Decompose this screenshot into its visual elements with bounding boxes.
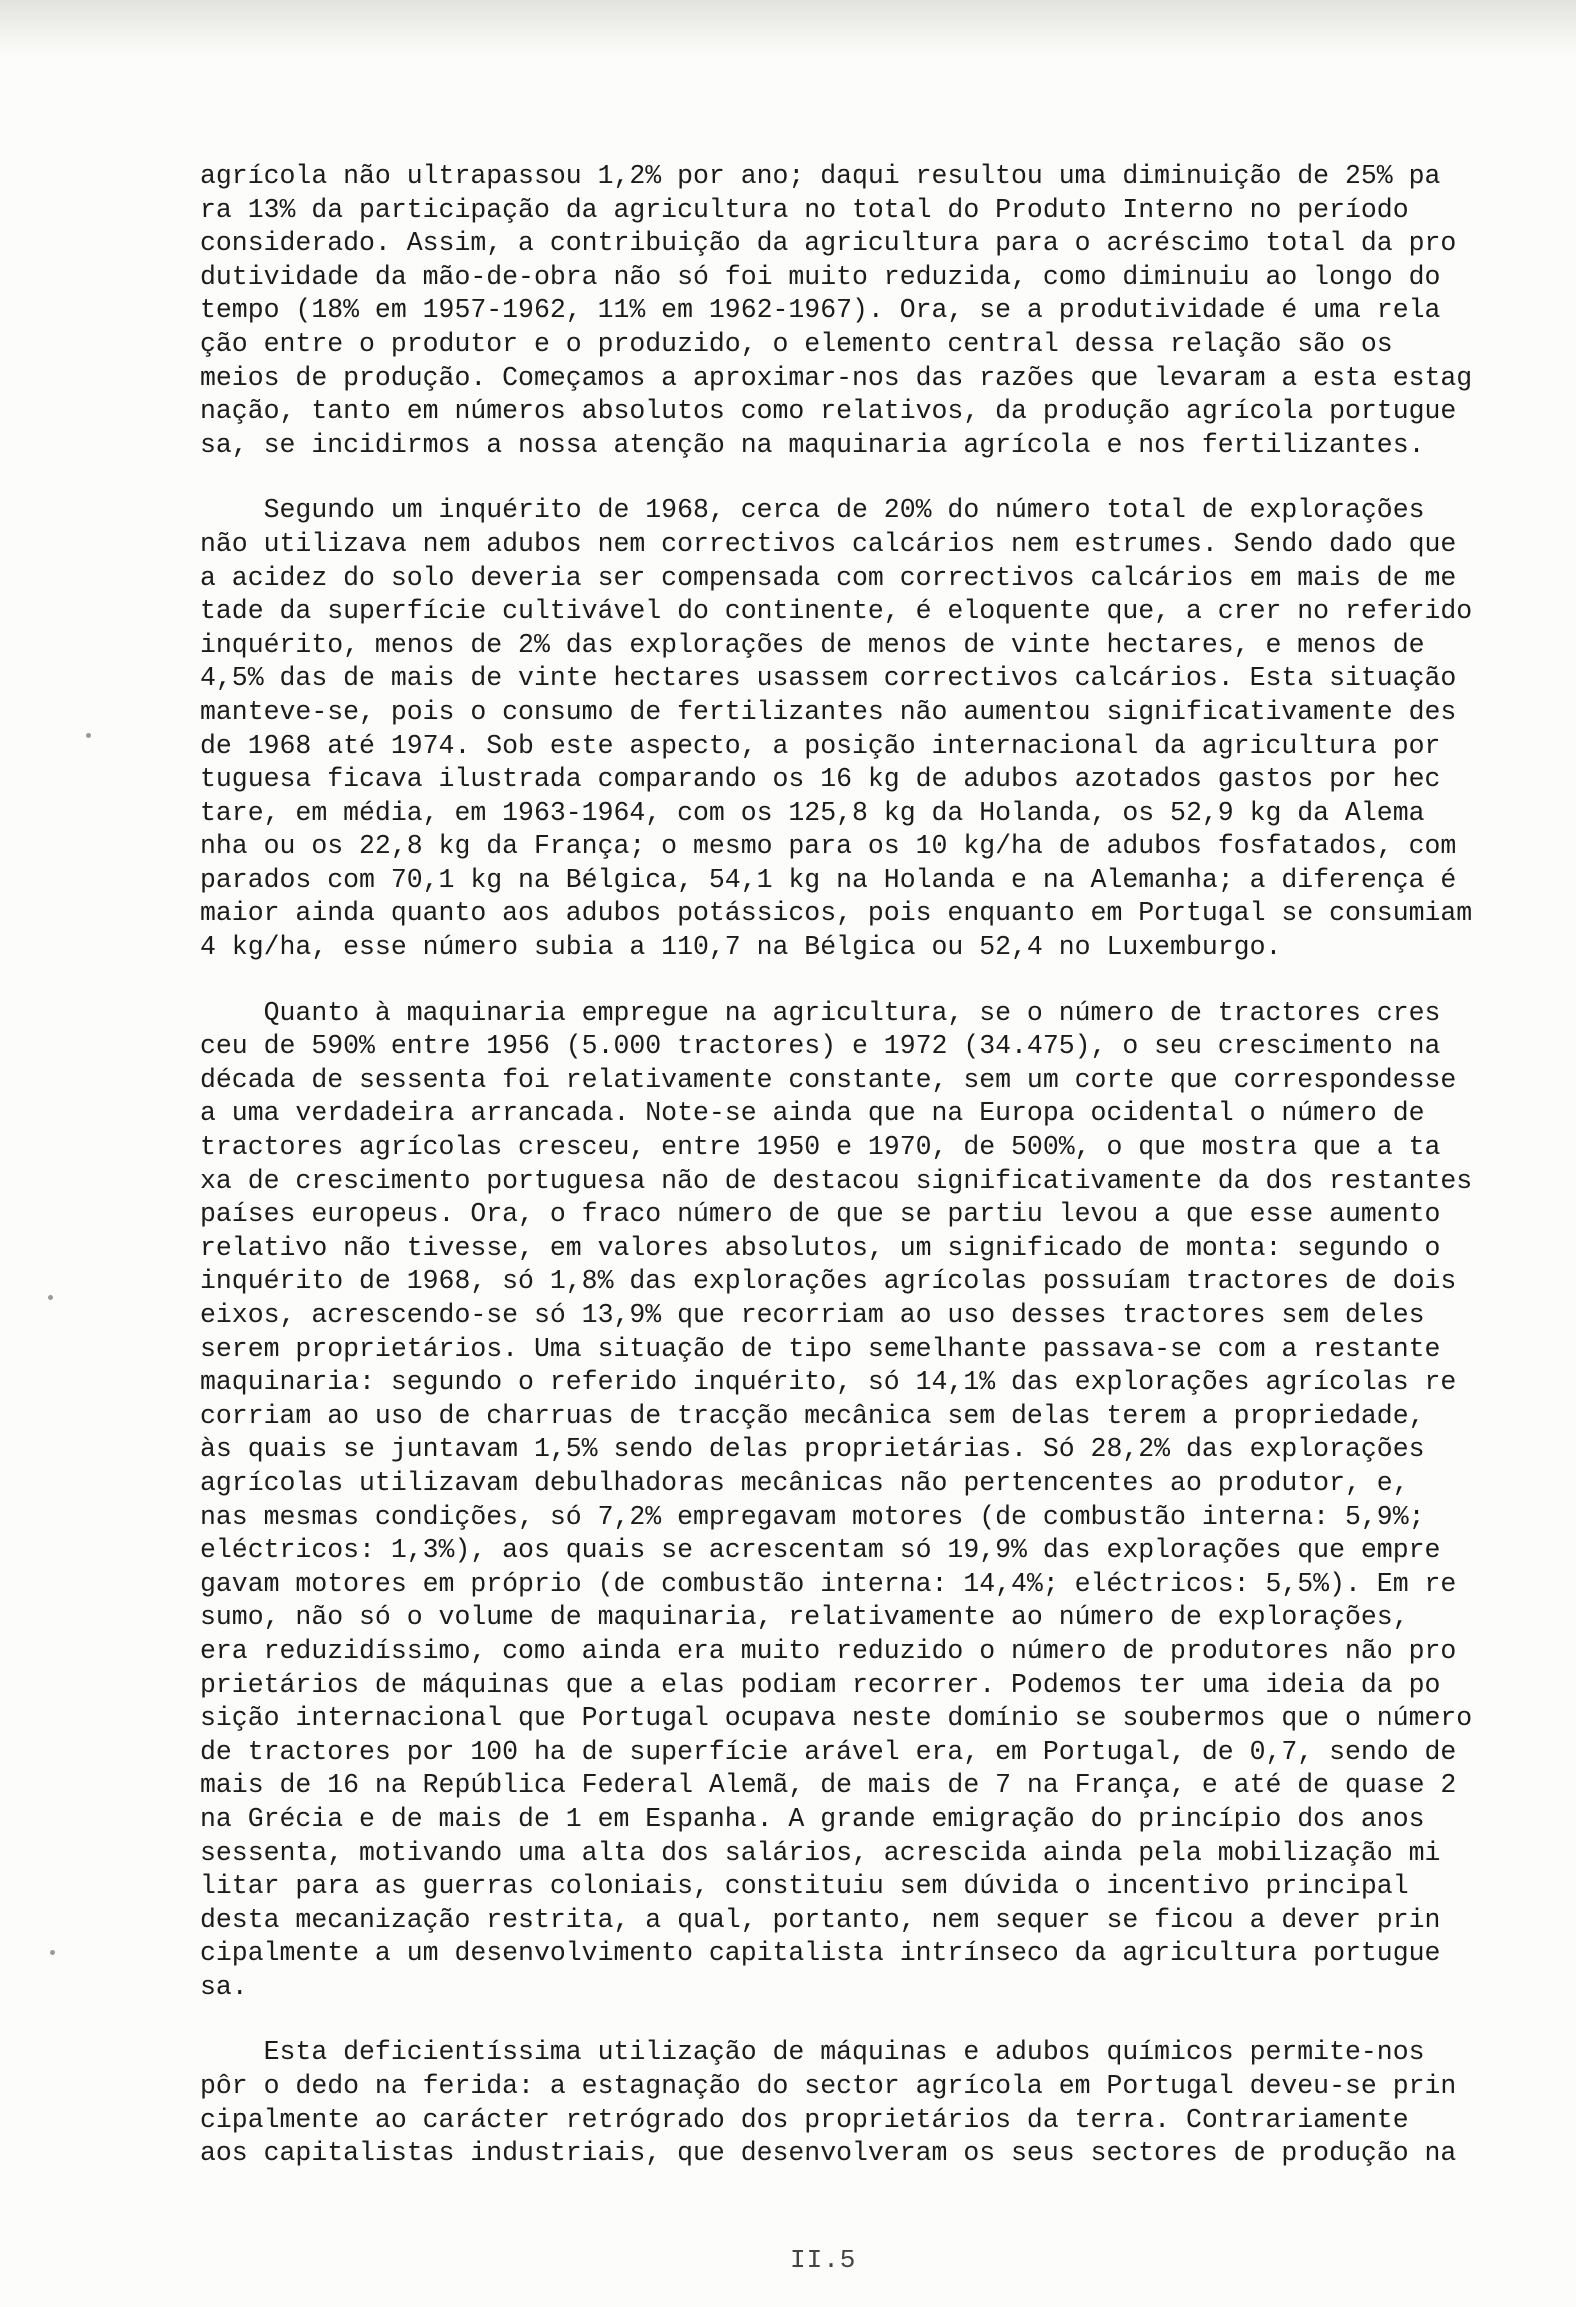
paragraph <box>200 160 1540 462</box>
text-line: sição internacional que Portugal ocupava neste domínio se soubermos que o número <box>200 1703 1473 1734</box>
text-line: maquinaria: segundo o referido inquérito, só 14,1% das explorações agrícolas re <box>200 1367 1457 1398</box>
text-line: década de sessenta foi relativamente constante, sem um corte que correspondesse <box>200 1064 1457 1095</box>
text-line: às quais se juntavam 1,5% sendo delas proprietárias. Só 28,2% das explorações <box>200 1434 1425 1465</box>
text-line: agrícolas utilizavam debulhadoras mecânicas não pertencentes ao produtor, e, <box>200 1467 1409 1498</box>
text-line: litar para as guerras coloniais, constituiu sem dúvida o incentivo principal <box>200 1871 1409 1902</box>
text-line: eixos, acrescendo-se só 13,9% que recorriam ao uso desses tractores sem deles <box>200 1300 1425 1330</box>
text-line: tempo (18% em 1957-1962, 11% em 1962-1967). Ora, se a produtividade é uma rela <box>200 295 1441 326</box>
text-line: sumo, não só o volume de maquinaria, relativamente ao número de explorações, <box>200 1602 1409 1633</box>
text-line: de tractores por 100 ha de superfície arável era, em Portugal, de 0,7, sendo de <box>200 1736 1457 1767</box>
text-line: serem proprietários. Uma situação de tipo semelhante passava-se com a restante <box>200 1333 1441 1364</box>
text-line: parados com 70,1 kg na Bélgica, 54,1 kg na Holanda e na Alemanha; a diferença é <box>200 864 1457 895</box>
text-line: prietários de máquinas que a elas podiam recorrer. Podemos ter uma ideia da po <box>200 1669 1441 1700</box>
text-line: dutividade da mão-de-obra não só foi muito reduzida, como diminuiu ao longo do <box>200 261 1441 292</box>
text-line: sessenta, motivando uma alta dos salários, acrescida ainda pela mobilização mi <box>200 1837 1441 1868</box>
text-line: xa de crescimento portuguesa não de destacou significativamente da dos restantes <box>200 1165 1473 1196</box>
text-line: Esta deficientíssima utilização de máquinas e adubos químicos permite-nos <box>200 2037 1425 2068</box>
text-line: aos capitalistas industriais, que desenvolveram os seus sectores de produção na <box>200 2138 1457 2169</box>
paragraph <box>200 2036 1540 2170</box>
text-line: ra 13% da participação da agricultura no total do Produto Interno no período <box>200 194 1409 225</box>
text-line: Quanto à maquinaria empregue na agricultura, se o número de tractores cres <box>200 997 1441 1028</box>
text-line: tade da superfície cultivável do continente, é eloquente que, a crer no referido <box>200 596 1473 627</box>
text-line: manteve-se, pois o consumo de fertilizantes não aumentou significativamente des <box>200 696 1457 727</box>
text-line: a acidez do solo deveria ser compensada com correctivos calcários em mais de me <box>200 562 1457 593</box>
text-line: nas mesmas condições, só 7,2% empregavam motores (de combustão interna: 5,9%; <box>200 1501 1425 1532</box>
text-line: gavam motores em próprio (de combustão interna: 14,4%; eléctricos: 5,5%). Em re <box>200 1568 1457 1599</box>
scan-speck <box>48 1295 53 1300</box>
text-line: mais de 16 na República Federal Alemã, de mais de 7 na França, e até de quase 2 <box>200 1770 1457 1801</box>
text-line: Segundo um inquérito de 1968, cerca de 20% do número total de explorações <box>200 495 1425 526</box>
paragraph <box>200 494 1540 964</box>
text-line: na Grécia e de mais de 1 em Espanha. A grande emigração do princípio dos anos <box>200 1803 1425 1834</box>
text-line: tuguesa ficava ilustrada comparando os 16 kg de adubos azotados gastos por hec <box>200 764 1441 795</box>
text-line: cipalmente a um desenvolvimento capitalista intrínseco da agricultura portugue <box>200 1938 1441 1969</box>
text-line: sa, se incidirmos a nossa atenção na maquinaria agrícola e nos fertilizantes. <box>200 429 1425 460</box>
text-line: corriam ao uso de charruas de tracção mecânica sem delas terem a propriedade, <box>200 1400 1425 1431</box>
text-line: era reduzidíssimo, como ainda era muito reduzido o número de produtores não pro <box>200 1635 1457 1666</box>
page-number: II.5 <box>790 2245 857 2275</box>
text-line: cipalmente ao carácter retrógrado dos proprietários da terra. Contrariamente <box>200 2104 1409 2135</box>
text-line: relativo não tivesse, em valores absolutos, um significado de monta: segundo o <box>200 1232 1441 1263</box>
text-line: ção entre o produtor e o produzido, o elemento central dessa relação são os <box>200 328 1393 359</box>
text-line: 4 kg/ha, esse número subia a 110,7 na Bélgica ou 52,4 no Luxemburgo. <box>200 932 1282 963</box>
text-line: agrícola não ultrapassou 1,2% por ano; daqui resultou uma diminuição de 25% pa <box>200 161 1441 191</box>
text-line: eléctricos: 1,3%), aos quais se acrescentam só 19,9% das explorações que empre <box>200 1535 1441 1566</box>
text-line: desta mecanização restrita, a qual, portanto, nem sequer se ficou a dever prin <box>200 1904 1441 1935</box>
scan-speck <box>50 1950 55 1955</box>
text-line: considerado. Assim, a contribuição da agricultura para o acréscimo total da pro <box>200 228 1457 259</box>
text-line: não utilizava nem adubos nem correctivos calcários nem estrumes. Sendo dado que <box>200 528 1457 559</box>
text-line: nha ou os 22,8 kg da França; o mesmo para os 10 kg/ha de adubos fosfatados, com <box>200 831 1457 862</box>
text-line: ceu de 590% entre 1956 (5.000 tractores) e 1972 (34.475), o seu crescimento na <box>200 1031 1441 1062</box>
text-line: de 1968 até 1974. Sob este aspecto, a posição internacional da agricultura por <box>200 730 1441 761</box>
text-line: meios de produção. Começamos a aproximar-nos das razões que levaram a esta estag <box>200 362 1473 393</box>
text-line: inquérito de 1968, só 1,8% das explorações agrícolas possuíam tractores de dois <box>200 1266 1457 1297</box>
text-line: países europeus. Ora, o fraco número de que se partiu levou a que esse aumento <box>200 1199 1441 1230</box>
scan-speck <box>86 733 91 738</box>
text-line: inquérito, menos de 2% das explorações de menos de vinte hectares, e menos de <box>200 629 1425 660</box>
text-line: tare, em média, em 1963-1964, com os 125,8 kg da Holanda, os 52,9 kg da Alema <box>200 797 1425 828</box>
text-line: a uma verdadeira arrancada. Note-se ainda que na Europa ocidental o número de <box>200 1098 1425 1129</box>
text-line: 4,5% das de mais de vinte hectares usassem correctivos calcários. Esta situação <box>200 663 1457 694</box>
scan-top-edge <box>0 0 1576 58</box>
text-line: maior ainda quanto aos adubos potássicos, pois enquanto em Portugal se consumiam <box>200 898 1473 929</box>
body-text <box>200 160 1540 2171</box>
paragraph <box>200 997 1540 2005</box>
text-line: nação, tanto em números absolutos como relativos, da produção agrícola portugue <box>200 396 1457 427</box>
text-line: pôr o dedo na ferida: a estagnação do sector agrícola em Portugal deveu-se prin <box>200 2071 1457 2102</box>
text-line: tractores agrícolas cresceu, entre 1950 e 1970, de 500%, o que mostra que a ta <box>200 1132 1441 1163</box>
text-line: sa. <box>200 1971 248 2002</box>
